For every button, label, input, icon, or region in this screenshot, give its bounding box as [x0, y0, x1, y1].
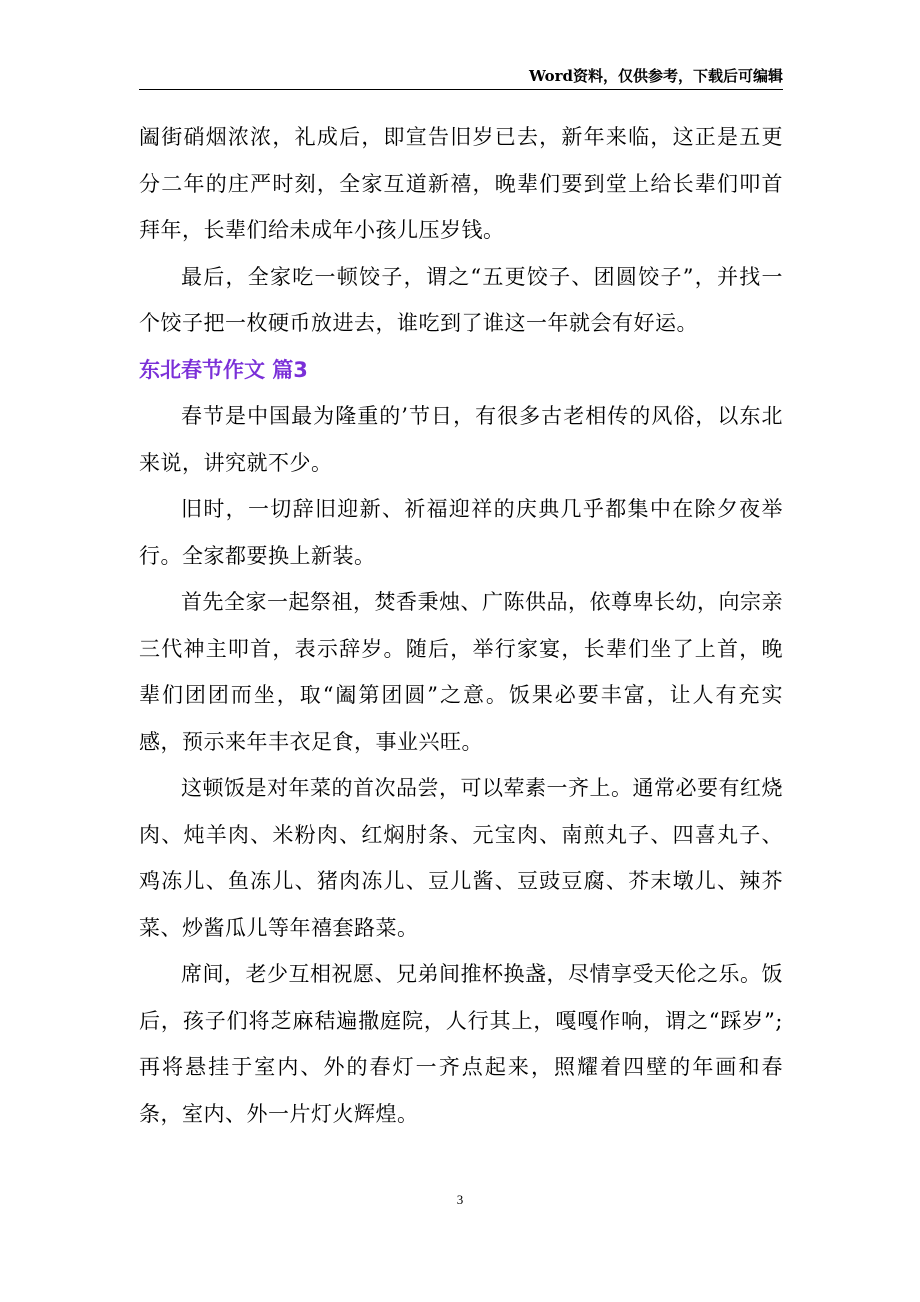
- paragraph: 春节是中国最为隆重的’节日，有很多古老相传的风俗，以东北来说，讲究就不少。: [139, 404, 783, 475]
- document-body: [139, 114, 783, 1137]
- page-header: Word资料，仅供参考，下载后可编辑: [528, 67, 783, 85]
- page-number: 3: [456, 1192, 464, 1207]
- section-heading: 东北春节作文 篇3: [139, 357, 308, 382]
- paragraph: 席间，老少互相祝愿、兄弟间推杯换盏，尽情享受天伦之乐。饭后，孩子们将芝麻秸遍撒庭院，人行其上，嘎嘎作响，谓之“踩岁”;再将悬挂于室内、外的春灯一齐点起来，照耀着四壁的年画和春条，室内、外一片灯火辉煌。: [139, 962, 783, 1126]
- paragraph: 旧时，一切辞旧迎新、祈福迎祥的庆典几乎都集中在除夕夜举行。全家都要换上新装。: [139, 497, 783, 568]
- paragraph: 这顿饭是对年菜的首次品尝，可以荤素一齐上。通常必要有红烧肉、炖羊肉、米粉肉、红焖肘条、元宝肉、南煎丸子、四喜丸子、鸡冻儿、鱼冻儿、猪肉冻儿、豆儿酱、豆豉豆腐、芥末墩儿、辣芥菜、炒酱瓜儿等年禧套路菜。: [139, 776, 783, 940]
- paragraph: 首先全家一起祭祖，焚香秉烛、广陈供品，依尊卑长幼，向宗亲三代神主叩首，表示辞岁。随后，举行家宴，长辈们坐了上首，晚辈们团团而坐，取“阖第团圆”之意。饭果必要丰富，让人有充实感，预示来年丰衣足食，事业兴旺。: [139, 590, 783, 754]
- paragraph: 最后，全家吃一顿饺子，谓之“五更饺子、团圆饺子”，并找一个饺子把一枚硬币放进去，谁吃到了谁这一年就会有好运。: [139, 264, 783, 335]
- paragraph-continued: 阖街硝烟浓浓，礼成后，即宣告旧岁已去，新年来临，这正是五更分二年的庄严时刻，全家互道新禧，晚辈们要到堂上给长辈们叩首拜年，长辈们给未成年小孩儿压岁钱。: [139, 125, 783, 242]
- header-divider: [139, 89, 783, 90]
